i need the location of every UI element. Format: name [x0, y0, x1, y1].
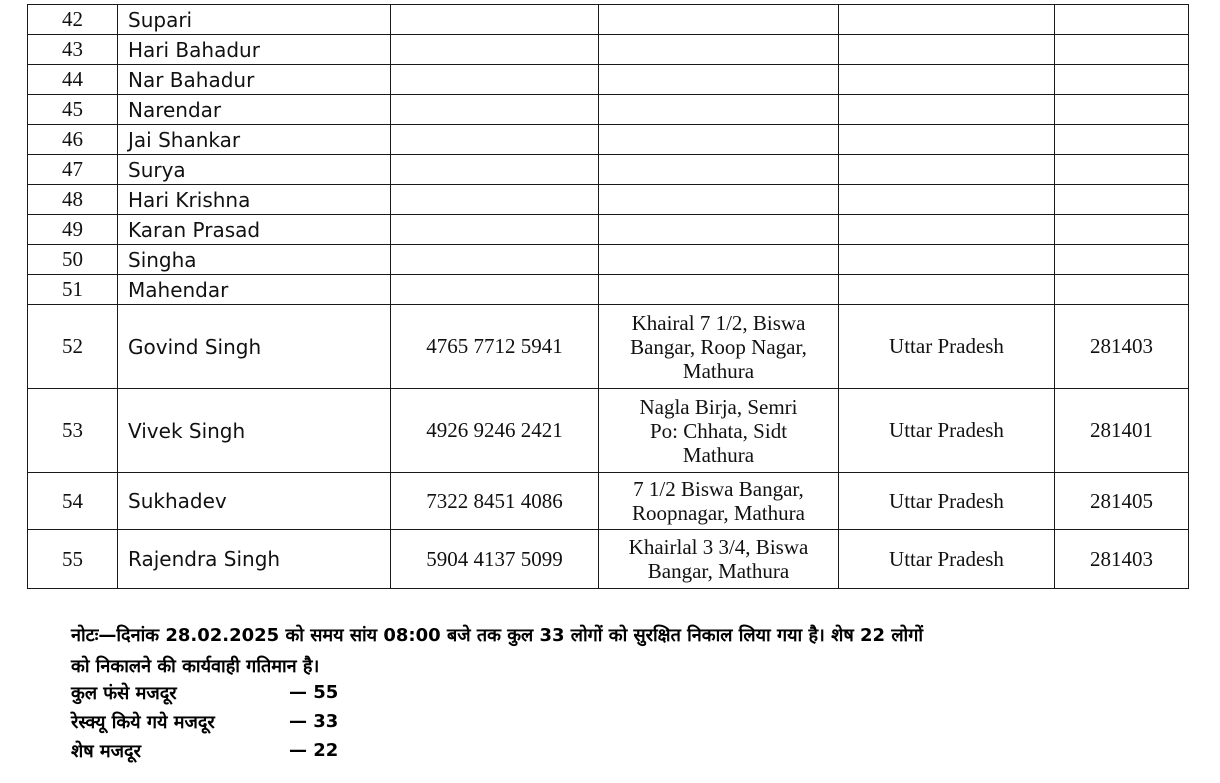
- table-row: [28, 65, 1189, 95]
- state-cell: [839, 185, 1055, 215]
- id-number-cell: [391, 275, 599, 305]
- pin-code-cell: 281401: [1055, 389, 1189, 473]
- state-cell: Uttar Pradesh: [839, 305, 1055, 389]
- address-line: Khairal 7 1/2, Biswa: [631, 310, 806, 335]
- address-line: Bangar, Mathura: [647, 559, 790, 583]
- summary-value: — 22: [289, 740, 339, 761]
- address-cell: [599, 5, 839, 35]
- address-cell: [599, 245, 839, 275]
- id-number-cell: [391, 185, 599, 215]
- id-number-cell: [391, 125, 599, 155]
- worker-name-cell: Surya: [118, 155, 391, 185]
- id-number-cell: [391, 215, 599, 245]
- address-cell: [599, 215, 839, 245]
- summary-label: शेष मजदूर: [71, 740, 141, 762]
- worker-name-cell: Narendar: [118, 95, 391, 125]
- pin-code-cell: [1055, 125, 1189, 155]
- pin-code-cell: [1055, 275, 1189, 305]
- note-line-2: को निकालने की कार्यवाही गतिमान है।: [71, 656, 320, 677]
- serial-number-cell: 50: [28, 245, 118, 275]
- address-cell: [599, 389, 839, 473]
- state-cell: [839, 95, 1055, 125]
- note-text: [71, 620, 1171, 682]
- id-number-cell: 4765 7712 5941: [391, 305, 599, 389]
- worker-name-cell: Vivek Singh: [118, 389, 391, 473]
- pin-code-cell: [1055, 5, 1189, 35]
- table-row: [28, 155, 1189, 185]
- address-cell: [599, 473, 839, 530]
- address-line: 7 1/2 Biswa Bangar,: [633, 477, 804, 501]
- table-row: [28, 275, 1189, 305]
- pin-code-cell: 281405: [1055, 473, 1189, 530]
- state-cell: [839, 155, 1055, 185]
- serial-number-cell: 53: [28, 389, 118, 473]
- id-number-cell: [391, 155, 599, 185]
- address-line: Mathura: [682, 442, 755, 467]
- note-line-1: नोटः—दिनांक 28.02.2025 को समय सांय 08:00 बजे तक कुल 33 लोगों को सुरक्षित निकाल लिया गया है। शेष 22 लोगों: [71, 625, 923, 646]
- serial-number-cell: 52: [28, 305, 118, 389]
- summary-row-remaining: [71, 736, 369, 765]
- pin-code-cell: [1055, 65, 1189, 95]
- table-row: [28, 5, 1189, 35]
- address-line: Bangar, Roop Nagar,: [630, 334, 807, 359]
- address-line: Nagla Birja, Semri: [639, 394, 798, 419]
- address-cell: [599, 95, 839, 125]
- pin-code-cell: [1055, 155, 1189, 185]
- serial-number-cell: 55: [28, 530, 118, 589]
- address-cell: [599, 185, 839, 215]
- address-cell: [599, 35, 839, 65]
- worker-name-cell: Mahendar: [118, 275, 391, 305]
- pin-code-cell: [1055, 185, 1189, 215]
- state-cell: Uttar Pradesh: [839, 530, 1055, 589]
- table-row: [28, 389, 1189, 473]
- id-number-cell: 4926 9246 2421: [391, 389, 599, 473]
- worker-name-cell: Hari Bahadur: [118, 35, 391, 65]
- serial-number-cell: 45: [28, 95, 118, 125]
- state-cell: Uttar Pradesh: [839, 473, 1055, 530]
- table-row: [28, 215, 1189, 245]
- state-cell: [839, 275, 1055, 305]
- worker-name-cell: Supari: [118, 5, 391, 35]
- id-number-cell: 7322 8451 4086: [391, 473, 599, 530]
- summary-label: रेस्क्यू किये गये मजदूर: [71, 711, 215, 733]
- id-number-cell: [391, 5, 599, 35]
- workers-table: [27, 4, 1189, 589]
- pin-code-cell: 281403: [1055, 530, 1189, 589]
- address-cell: [599, 65, 839, 95]
- worker-name-cell: Singha: [118, 245, 391, 275]
- serial-number-cell: 44: [28, 65, 118, 95]
- id-number-cell: [391, 95, 599, 125]
- serial-number-cell: 47: [28, 155, 118, 185]
- state-cell: [839, 65, 1055, 95]
- address-line: Mathura: [682, 358, 755, 383]
- worker-name-cell: Sukhadev: [118, 473, 391, 530]
- table-row: [28, 95, 1189, 125]
- address-cell: [599, 155, 839, 185]
- id-number-cell: [391, 245, 599, 275]
- pin-code-cell: [1055, 215, 1189, 245]
- worker-name-cell: Hari Krishna: [118, 185, 391, 215]
- serial-number-cell: 48: [28, 185, 118, 215]
- state-cell: [839, 125, 1055, 155]
- worker-name-cell: Nar Bahadur: [118, 65, 391, 95]
- pin-code-cell: [1055, 35, 1189, 65]
- summary-row-rescued: [71, 707, 369, 736]
- address-line: Khairlal 3 3/4, Biswa: [628, 535, 809, 559]
- summary-value: — 55: [289, 682, 339, 703]
- workers-table-body: [28, 5, 1189, 589]
- worker-name-cell: Govind Singh: [118, 305, 391, 389]
- pin-code-cell: 281403: [1055, 305, 1189, 389]
- state-cell: [839, 5, 1055, 35]
- table-row: [28, 473, 1189, 530]
- table-row: [28, 185, 1189, 215]
- table-row: [28, 305, 1189, 389]
- table-row: [28, 530, 1189, 589]
- state-cell: [839, 35, 1055, 65]
- address-line: Roopnagar, Mathura: [632, 501, 805, 525]
- serial-number-cell: 46: [28, 125, 118, 155]
- worker-name-cell: Rajendra Singh: [118, 530, 391, 589]
- serial-number-cell: 51: [28, 275, 118, 305]
- state-cell: [839, 215, 1055, 245]
- address-line: Po: Chhata, Sidt: [649, 418, 788, 443]
- id-number-cell: [391, 35, 599, 65]
- serial-number-cell: 43: [28, 35, 118, 65]
- worker-name-cell: Jai Shankar: [118, 125, 391, 155]
- summary-block: [71, 678, 369, 765]
- summary-value: — 33: [289, 711, 339, 732]
- state-cell: Uttar Pradesh: [839, 389, 1055, 473]
- table-row: [28, 245, 1189, 275]
- worker-name-cell: Karan Prasad: [118, 215, 391, 245]
- summary-label: कुल फंसे मजदूर: [71, 682, 177, 704]
- address-cell: [599, 530, 839, 589]
- serial-number-cell: 42: [28, 5, 118, 35]
- serial-number-cell: 49: [28, 215, 118, 245]
- pin-code-cell: [1055, 245, 1189, 275]
- serial-number-cell: 54: [28, 473, 118, 530]
- table-row: [28, 125, 1189, 155]
- id-number-cell: [391, 65, 599, 95]
- address-cell: [599, 305, 839, 389]
- table-row: [28, 35, 1189, 65]
- summary-row-total: [71, 678, 369, 707]
- id-number-cell: 5904 4137 5099: [391, 530, 599, 589]
- state-cell: [839, 245, 1055, 275]
- address-cell: [599, 275, 839, 305]
- pin-code-cell: [1055, 95, 1189, 125]
- address-cell: [599, 125, 839, 155]
